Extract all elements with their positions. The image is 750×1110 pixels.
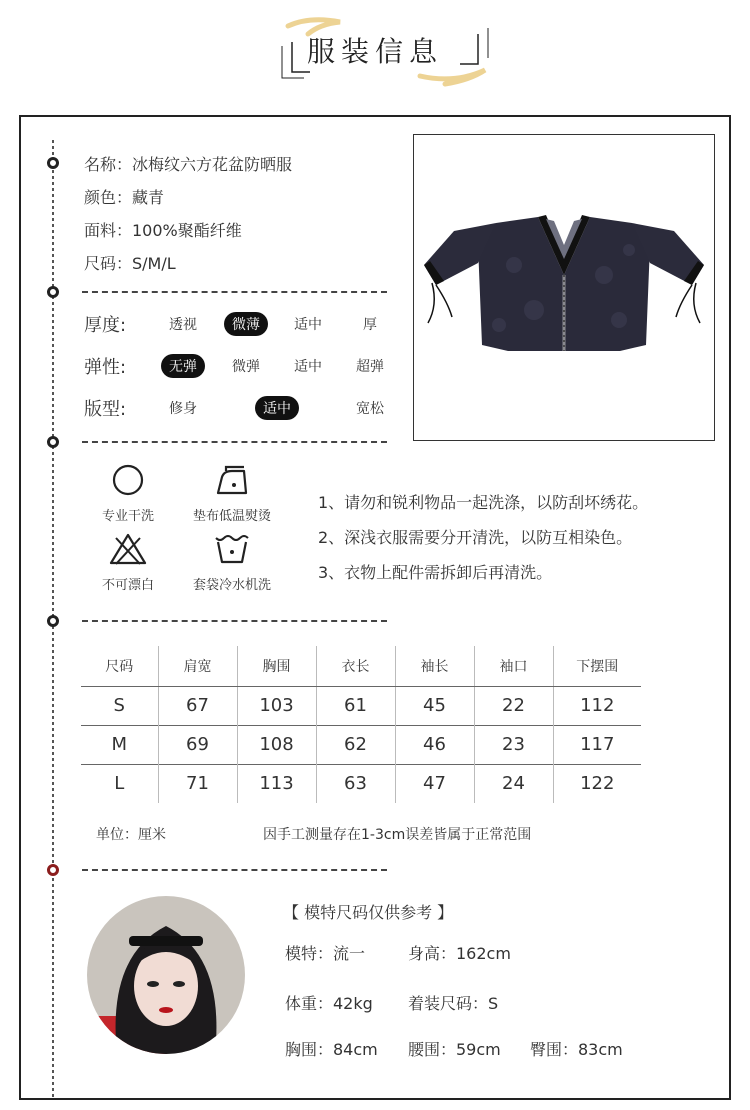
- table-cell: 61: [316, 686, 395, 725]
- column-header: 下摆围: [553, 646, 641, 686]
- size-table: [81, 646, 641, 803]
- garment-image: [414, 135, 714, 440]
- model-bust: 胸围：84cm: [285, 1040, 378, 1059]
- model-name: 模特：流一: [285, 944, 366, 963]
- column-header: 袖口: [474, 646, 553, 686]
- table-cell: 67: [158, 686, 237, 725]
- table-cell: 103: [237, 686, 316, 725]
- iron-icon: [212, 463, 252, 497]
- table-cell: 71: [158, 764, 237, 803]
- table-row: [81, 686, 641, 725]
- section-divider: [82, 869, 387, 871]
- section-divider: [82, 441, 387, 443]
- model-hip: 臀围：83cm: [530, 1040, 623, 1059]
- thickness-option: 厚: [363, 317, 377, 333]
- fit-option: 宽松: [356, 401, 384, 417]
- table-header-row: [81, 646, 641, 686]
- column-header: 衣长: [316, 646, 395, 686]
- care-note: 2、深浅衣服需要分开清洗，以防互相染色。: [318, 528, 633, 547]
- model-wear-size: 着装尺码：S: [408, 994, 499, 1013]
- table-cell: 62: [316, 725, 395, 764]
- table-cell: M: [81, 725, 158, 764]
- dry-clean-icon: [108, 463, 148, 497]
- product-color: 颜色：藏青: [84, 188, 165, 207]
- table-cell: 113: [237, 764, 316, 803]
- care-label: 垫布低温熨烫: [192, 509, 272, 524]
- machine-wash-cold-icon: [212, 532, 252, 566]
- elasticity-option: 微弹: [232, 359, 260, 375]
- model-section-title: 【 模特尺码仅供参考 】: [283, 903, 454, 922]
- elasticity-option: 适中: [294, 359, 322, 375]
- product-name: 名称：冰梅纹六方花盆防晒服: [84, 155, 293, 174]
- table-cell: 45: [395, 686, 474, 725]
- table-cell: 24: [474, 764, 553, 803]
- model-weight: 体重：42kg: [285, 994, 373, 1013]
- table-cell: 22: [474, 686, 553, 725]
- column-header: 尺码: [81, 646, 158, 686]
- table-row: [81, 725, 641, 764]
- elasticity-option-selected: 无弹: [161, 354, 205, 378]
- thickness-option: 透视: [169, 317, 197, 333]
- fit-option: 修身: [169, 401, 197, 417]
- table-cell: 112: [553, 686, 641, 725]
- table-cell: 117: [553, 725, 641, 764]
- section-header: [0, 0, 750, 100]
- section-divider: [82, 620, 387, 622]
- model-avatar: [87, 896, 245, 1054]
- thickness-option: 适中: [294, 317, 322, 333]
- product-size: 尺码：S/M/L: [84, 254, 176, 273]
- care-label: 不可漂白: [101, 578, 155, 593]
- care-label: 套袋冷水机洗: [192, 578, 272, 593]
- table-cell: 23: [474, 725, 553, 764]
- timeline-pin: [47, 286, 59, 298]
- thickness-label: 厚度:: [84, 315, 127, 336]
- thickness-option-selected: 微薄: [224, 312, 268, 336]
- page-title: 服装信息: [306, 35, 443, 68]
- table-cell: 69: [158, 725, 237, 764]
- timeline-pin: [47, 157, 59, 169]
- table-cell: 46: [395, 725, 474, 764]
- care-label: 专业干洗: [101, 509, 155, 524]
- care-note: 1、请勿和锐利物品一起洗涤，以防刮坏绣花。: [318, 493, 649, 512]
- fit-option-selected: 适中: [255, 396, 299, 420]
- product-photo: [413, 134, 715, 441]
- product-fabric: 面料：100%聚酯纤维: [84, 221, 242, 240]
- section-divider: [82, 291, 387, 293]
- timeline-pin: [47, 615, 59, 627]
- elasticity-option: 超弹: [356, 359, 384, 375]
- timeline-pin: [47, 864, 59, 876]
- column-header: 袖长: [395, 646, 474, 686]
- table-cell: S: [113, 695, 125, 716]
- table-cell: 122: [553, 764, 641, 803]
- model-height: 身高：162cm: [408, 944, 511, 963]
- fit-label: 版型:: [84, 399, 127, 420]
- elasticity-label: 弹性:: [84, 357, 127, 378]
- column-header: 肩宽: [158, 646, 237, 686]
- table-cell: L: [81, 764, 158, 803]
- care-note: 3、衣物上配件需拆卸后再清洗。: [318, 563, 553, 582]
- timeline-pin: [47, 436, 59, 448]
- table-cell: 108: [237, 725, 316, 764]
- measurement-note: 因手工测量存在1-3cm误差皆属于正常范围: [263, 827, 532, 843]
- table-row: [81, 764, 641, 803]
- column-header: 胸围: [237, 646, 316, 686]
- no-bleach-icon: [108, 532, 148, 566]
- unit-label: 单位：厘米: [96, 827, 166, 843]
- table-cell: 47: [395, 764, 474, 803]
- table-cell: 63: [316, 764, 395, 803]
- model-waist: 腰围：59cm: [408, 1040, 501, 1059]
